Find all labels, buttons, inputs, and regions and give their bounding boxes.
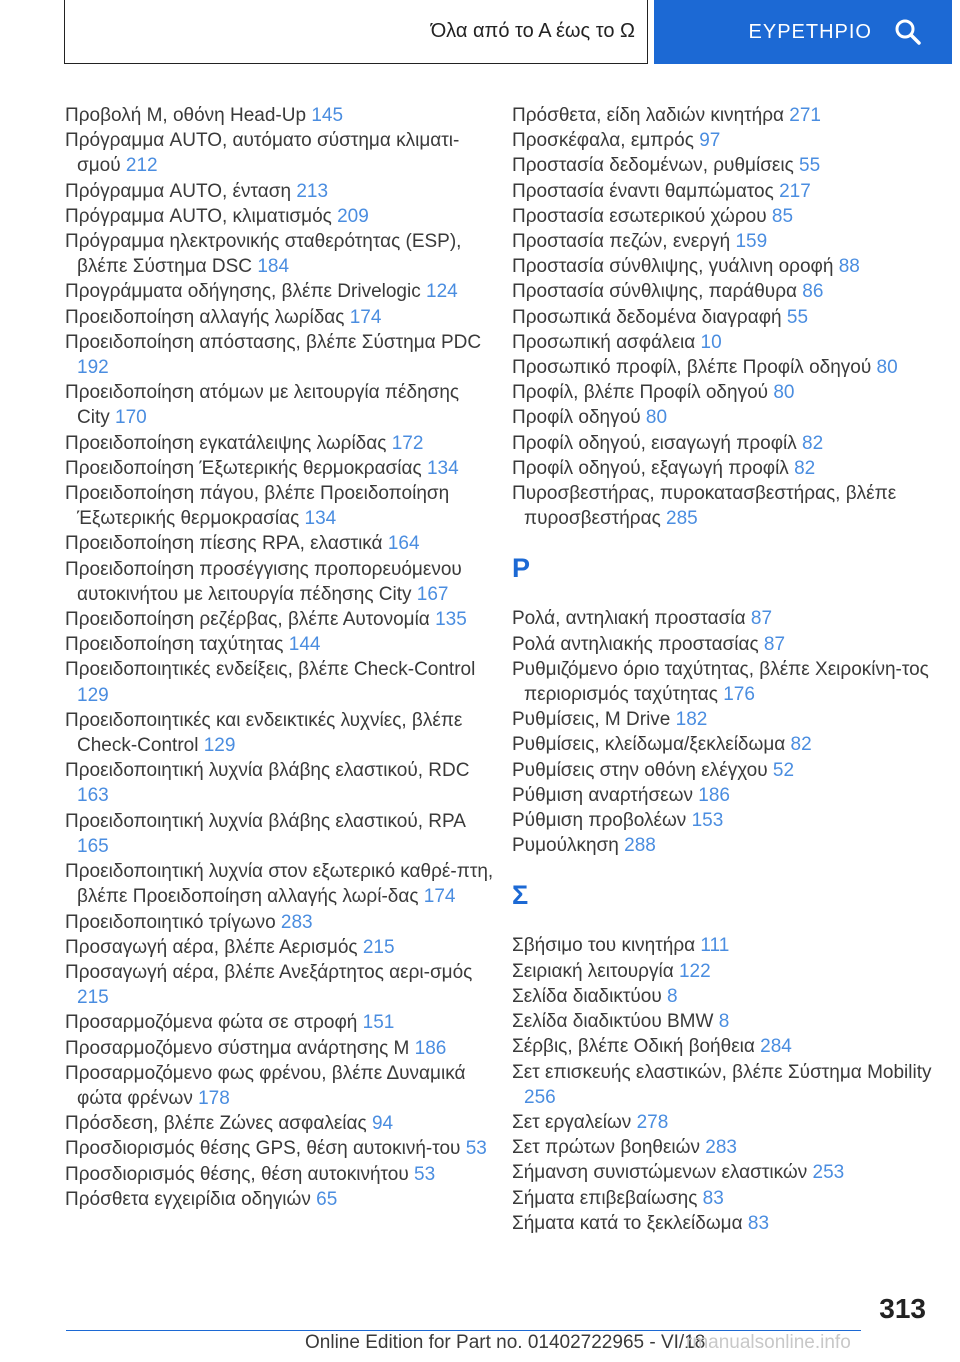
index-entry	[65, 632, 495, 657]
index-entry-text: Προσαρμοζόμενα φώτα σε στροφή	[65, 1012, 358, 1034]
page-link[interactable]: 87	[750, 608, 773, 630]
page-link[interactable]: 167	[416, 583, 449, 605]
index-entry	[65, 910, 495, 935]
page-link[interactable]: 217	[779, 180, 811, 202]
index-entry	[512, 229, 932, 254]
index-entry-text: Προσδιορισμός θέσης, θέση αυτοκινήτου	[65, 1163, 409, 1185]
index-entry-text: Ρύθμιση προβολέων	[512, 810, 687, 832]
index-entry-text: Προφίλ οδηγού	[512, 407, 641, 429]
index-entry-text: Προειδοποίηση Έξωτερικής θερμοκρασίας	[65, 457, 422, 479]
index-entry-text: Πρόσδεση, βλέπε Ζώνες ασφαλείας	[65, 1113, 367, 1135]
index-entry	[65, 758, 495, 808]
index-entry-text: Σήματα κατά το ξεκλείδωμα	[512, 1212, 743, 1234]
index-entry	[65, 179, 495, 204]
index-entry	[65, 1036, 495, 1061]
index-entry-text: Πυροσβεστήρας, πυροκατασβεστήρας, βλέπε πυροσβεστήρας	[512, 483, 897, 530]
page-link[interactable]: 8	[667, 985, 678, 1007]
page-link[interactable]: 153	[691, 810, 724, 832]
index-entry	[65, 708, 495, 758]
index-entry	[65, 279, 495, 304]
index-entry	[65, 380, 495, 430]
index-entry-text: Πρόσθετα εγχειρίδια οδηγιών	[65, 1188, 311, 1210]
index-entry-text: Ρολά, αντηλιακή προστασία	[512, 608, 746, 630]
index-entry-text: Προειδοποίηση αλλαγής λωρίδας	[65, 306, 345, 328]
page-link[interactable]: 129	[77, 684, 109, 706]
page-link[interactable]: 124	[426, 281, 458, 303]
section-letter: Ρ	[512, 553, 531, 584]
page-link[interactable]: 163	[77, 785, 109, 807]
page-link[interactable]: 82	[794, 457, 816, 479]
page-link[interactable]: 283	[705, 1137, 737, 1159]
page-link[interactable]: 172	[391, 432, 424, 454]
page-link[interactable]: 82	[802, 432, 824, 454]
index-entry	[512, 456, 932, 481]
page-link[interactable]: 212	[125, 155, 158, 177]
tab-index[interactable]	[654, 0, 952, 64]
page-link[interactable]: 278	[636, 1111, 669, 1133]
page-link[interactable]: 159	[735, 231, 768, 253]
page-link[interactable]: 176	[723, 684, 755, 706]
page-link[interactable]: 135	[435, 609, 467, 631]
index-entry	[65, 1010, 495, 1035]
index-entry	[65, 1187, 495, 1212]
index-entry	[512, 405, 932, 430]
index-entry-text: Προστασία σύνθλιψης, παράθυρα	[512, 281, 797, 303]
index-entry	[512, 103, 932, 128]
page-link[interactable]: 145	[311, 105, 344, 126]
page-link[interactable]: 174	[423, 886, 456, 908]
index-entry	[65, 607, 495, 632]
index-entry-text: Πρόγραμμα AUTO, κλιματισμός	[65, 205, 332, 227]
index-entry	[512, 606, 932, 631]
page-link[interactable]: 82	[790, 734, 812, 756]
index-entry-text: Σήμανση συνιστώμενων ελαστικών	[512, 1162, 808, 1184]
page-link[interactable]: 85	[771, 205, 794, 227]
index-entry-text: Πρόγραμμα ηλεκτρονικής σταθερότητας (ESP), βλέπε Σύστημα DSC	[65, 231, 462, 278]
index-entry-text: Πρόγραμμα AUTO, αυτόματο σύστημα κλιματι-σμού	[65, 130, 460, 177]
index-entry	[512, 1135, 932, 1160]
index-entry	[65, 229, 495, 279]
index-entry-text: Προειδοποίηση πίεσης RPA, ελαστικά	[65, 533, 383, 555]
index-entry	[65, 456, 495, 481]
index-entry-text: Προσαγωγή αέρα, βλέπε Αερισμός	[65, 936, 358, 958]
page-link[interactable]: 174	[349, 306, 382, 328]
index-entry	[512, 1211, 932, 1236]
index-entry	[512, 305, 932, 330]
index-entry-text: Ρυμούλκηση	[512, 835, 619, 857]
index-entry-text: Προειδοποιητική λυχνία βλάβης ελαστικού, RPA	[65, 810, 465, 832]
index-entry-text: Προειδοποίηση προσέγγισης προπορευόμενου αυτοκινήτου με λειτουργία πέδησης City	[65, 558, 462, 605]
index-entry	[512, 732, 932, 757]
page-link[interactable]: 182	[675, 709, 708, 731]
index-entry-text: Ρολά αντηλιακής προστασίας	[512, 633, 759, 655]
index-entry-text: Ρυθμίσεις, M Drive	[512, 709, 671, 731]
index-entry	[65, 481, 495, 531]
index-entry	[512, 204, 932, 229]
index-entry	[65, 1136, 495, 1161]
index-entry	[512, 380, 932, 405]
page-link[interactable]: 53	[414, 1163, 436, 1185]
index-entry-text: Προφίλ οδηγού, εισαγωγή προφίλ	[512, 432, 797, 454]
page-link[interactable]: 284	[760, 1036, 792, 1058]
page-link[interactable]: 288	[624, 835, 656, 857]
index-entry-text: Σετ εργαλείων	[512, 1111, 632, 1133]
page-link[interactable]: 111	[700, 935, 730, 957]
page-link[interactable]: 88	[838, 256, 860, 278]
index-entry-text: Προσαγωγή αέρα, βλέπε Ανεξάρτητος αερι-σμός	[65, 961, 473, 983]
index-entry	[512, 1034, 932, 1059]
index-entry	[65, 1061, 495, 1111]
footer-edition: Online Edition for Part no. 01402722965 - VI/18	[305, 1332, 706, 1353]
page-link[interactable]: 215	[362, 936, 395, 958]
page-link[interactable]: 209	[337, 205, 369, 227]
index-entry	[65, 431, 495, 456]
index-entry-text: Σβήσιμο του κινητήρα	[512, 935, 696, 957]
index-entry	[65, 204, 495, 229]
index-entry-text: Προειδοποιητικές ενδείξεις, βλέπε Check-Control	[65, 659, 476, 681]
page-link[interactable]: 170	[115, 407, 147, 429]
index-entry	[512, 1110, 932, 1135]
index-entry-text: Προστασία εσωτερικού χώρου	[512, 205, 767, 227]
index-entry-text: Προσωπικό προφίλ, βλέπε Προφίλ οδηγού	[512, 357, 872, 379]
index-entry-text: Πρόσθετα, είδη λαδιών κινητήρα	[512, 105, 785, 126]
index-entry-text: Προστασία πεζών, ενεργή	[512, 231, 731, 253]
index-entry	[65, 305, 495, 330]
index-entry-text: Σήματα επιβεβαίωσης	[512, 1187, 698, 1209]
index-entry	[65, 128, 495, 178]
index-entry-text: Προστασία έναντι θαμπώματος	[512, 180, 774, 202]
index-entry-text: Προσωπική ασφάλεια	[512, 331, 696, 353]
page-link[interactable]: 253	[812, 1162, 845, 1184]
page-link[interactable]: 83	[702, 1187, 724, 1209]
index-entry	[512, 758, 932, 783]
index-entry-text: Ρυθμιζόμενο όριο ταχύτητας, βλέπε Χειροκίνη-τος περιορισμός ταχύτητας	[512, 658, 929, 706]
tab-index-label: ΕΥΡΕΤΗΡΙΟ	[748, 20, 872, 43]
index-entry	[512, 632, 932, 657]
page-link[interactable]: 97	[699, 130, 721, 152]
index-entry-text: Σελίδα διαδικτύου	[512, 985, 662, 1007]
page-link[interactable]: 87	[763, 633, 786, 655]
index-entry	[512, 431, 932, 456]
index-entry	[512, 481, 932, 531]
page-link[interactable]: 83	[747, 1212, 770, 1234]
page-link[interactable]: 53	[465, 1138, 487, 1160]
page-link[interactable]: 165	[77, 835, 109, 857]
index-entry	[512, 707, 932, 732]
index-entry-text: Σετ επισκευής ελαστικών, βλέπε Σύστημα Mobility	[512, 1061, 932, 1083]
index-entry-text: Προειδοποίηση ατόμων με λειτουργία πέδησης City	[65, 382, 460, 429]
page-link[interactable]: 55	[799, 155, 821, 177]
index-entry-text: Προσωπικά δεδομένα διαγραφή	[512, 306, 782, 328]
index-entry	[512, 984, 932, 1009]
page-link[interactable]: 256	[524, 1086, 556, 1108]
index-entry-text: Ρυθμίσεις, κλείδωμα/ξεκλείδωμα	[512, 734, 786, 756]
index-entry-text: Προφίλ οδηγού, εξαγωγή προφίλ	[512, 457, 789, 479]
page-link[interactable]: 215	[77, 987, 109, 1009]
page-link[interactable]: 164	[387, 533, 420, 555]
page-link[interactable]: 186	[698, 784, 730, 806]
tab-all-a-to-z[interactable]	[64, 0, 648, 64]
page-link[interactable]: 80	[645, 407, 668, 429]
index-entry-text: Προβολή M, οθόνη Head-Up	[65, 105, 307, 126]
index-entry-text: Ρύθμιση αναρτήσεων	[512, 784, 693, 806]
page-link[interactable]: 178	[198, 1087, 230, 1109]
index-entry	[512, 959, 932, 984]
index-entry	[65, 859, 495, 909]
index-entry	[512, 1009, 932, 1034]
index-entry	[65, 1111, 495, 1136]
index-entry-text: Προστασία δεδομένων, ρυθμίσεις	[512, 155, 794, 177]
page-link[interactable]: 80	[773, 382, 795, 404]
index-entry	[512, 1060, 932, 1110]
index-entry-text: Σελίδα διαδικτύου BMW	[512, 1011, 714, 1033]
page-link[interactable]: 151	[362, 1012, 395, 1034]
index-entry-text: Προειδοποίηση εγκατάλειψης λωρίδας	[65, 432, 387, 454]
index-entry-text: Σετ πρώτων βοηθειών	[512, 1137, 700, 1159]
index-entry	[65, 960, 495, 1010]
index-entry	[512, 783, 932, 808]
index-entry-text: Προειδοποίηση πάγου, βλέπε Προειδοποίηση Έξωτερικής θερμοκρασίας	[65, 483, 450, 530]
index-entry-text: Προειδοποιητική λυχνία βλάβης ελαστικού, RDC	[65, 760, 470, 782]
index-entry-text: Προσδιορισμός θέσης GPS, θέση αυτοκινή-του	[65, 1138, 461, 1160]
index-entry-text: Προφίλ, βλέπε Προφίλ οδηγού	[512, 382, 769, 404]
index-entry	[65, 330, 495, 380]
index-entry-text: Ρυθμίσεις στην οθόνη ελέγχου	[512, 759, 768, 781]
page-link[interactable]: 186	[414, 1037, 447, 1059]
index-entry	[512, 808, 932, 833]
index-entry	[512, 1160, 932, 1185]
page-link[interactable]: 184	[257, 256, 290, 278]
index-entry-text: Σέρβις, βλέπε Οδική βοήθεια	[512, 1036, 755, 1058]
page-link[interactable]: 129	[203, 735, 236, 757]
index-entry	[512, 254, 932, 279]
index-entry-text: Προειδοποίηση ρεζέρβας, βλέπε Αυτονομία	[65, 609, 430, 631]
page-link[interactable]: 55	[786, 306, 809, 328]
page-link[interactable]: 94	[371, 1113, 394, 1135]
index-entry	[65, 809, 495, 859]
index-entry-text: Προειδοποιητική λυχνία στον εξωτερικό καθρέ-πτη, βλέπε Προειδοποίηση αλλαγής λωρί-δας	[65, 861, 494, 908]
index-entry-text: Προσαρμοζόμενο φως φρένου, βλέπε Δυναμικά φώτα φρένων	[65, 1062, 466, 1109]
index-entry-text: Προγράμματα οδήγησης, βλέπε Drivelogic	[65, 281, 421, 303]
index-entry	[65, 103, 495, 128]
index-entry-text: Προειδοποίηση απόστασης, βλέπε Σύστημα PDC	[65, 331, 482, 353]
index-entry-text: Προσκέφαλα, εμπρός	[512, 130, 694, 152]
page-link[interactable]: 8	[718, 1011, 730, 1033]
index-entry-text: Προειδοποιητικές και ενδεικτικές λυχνίες, βλέπε Check-Control	[65, 709, 463, 757]
index-entry	[512, 153, 932, 178]
footer-divider	[66, 1330, 861, 1331]
index-entry-text: Προστασία σύνθλιψης, γυάλινη οροφή	[512, 256, 834, 278]
index-entry-text: Πρόγραμμα AUTO, ένταση	[65, 180, 292, 202]
page-link[interactable]: 65	[316, 1188, 338, 1210]
index-entry	[512, 657, 932, 707]
search-icon[interactable]	[894, 18, 922, 46]
section-letter: Σ	[512, 880, 529, 911]
index-entry	[65, 935, 495, 960]
index-entry	[512, 179, 932, 204]
index-entry	[512, 833, 932, 858]
page-link[interactable]: 271	[789, 105, 821, 126]
page-number: 313	[879, 1293, 926, 1324]
page-link[interactable]: 192	[77, 357, 109, 379]
page-link[interactable]: 10	[700, 331, 722, 353]
index-entry	[512, 355, 932, 380]
footer-watermark: rmanualsonline.info	[686, 1332, 851, 1353]
index-entry	[512, 1186, 932, 1211]
page-link[interactable]: 52	[772, 759, 795, 781]
page-link[interactable]: 144	[288, 634, 321, 656]
page-link[interactable]: 134	[304, 508, 337, 530]
index-entry	[512, 330, 932, 355]
page-link[interactable]: 86	[802, 281, 824, 303]
index-entry-text: Σειριακή λειτουργία	[512, 960, 674, 982]
tab-all-a-to-z-label: Όλα από το Α έως το Ω	[430, 20, 635, 42]
index-entry-text: Προειδοποίηση ταχύτητας	[65, 634, 284, 656]
index-entry	[65, 531, 495, 556]
index-column-left	[65, 103, 495, 1212]
index-entry	[65, 557, 495, 607]
index-entry	[65, 1162, 495, 1187]
index-column-right	[512, 103, 932, 1236]
index-entry	[512, 933, 932, 958]
index-entry	[512, 128, 932, 153]
page-link[interactable]: 80	[876, 357, 898, 379]
index-entry-text: Προσαρμοζόμενο σύστημα ανάρτησης M	[65, 1037, 410, 1059]
index-entry-text: Προειδοποιητικό τρίγωνο	[65, 911, 276, 933]
page-link[interactable]: 283	[280, 911, 313, 933]
page-link[interactable]: 213	[296, 180, 329, 202]
index-entry	[512, 279, 932, 304]
page-link[interactable]: 285	[666, 508, 698, 530]
page-link[interactable]: 134	[426, 457, 459, 479]
index-entry	[65, 657, 495, 707]
page-link[interactable]: 122	[678, 960, 711, 982]
